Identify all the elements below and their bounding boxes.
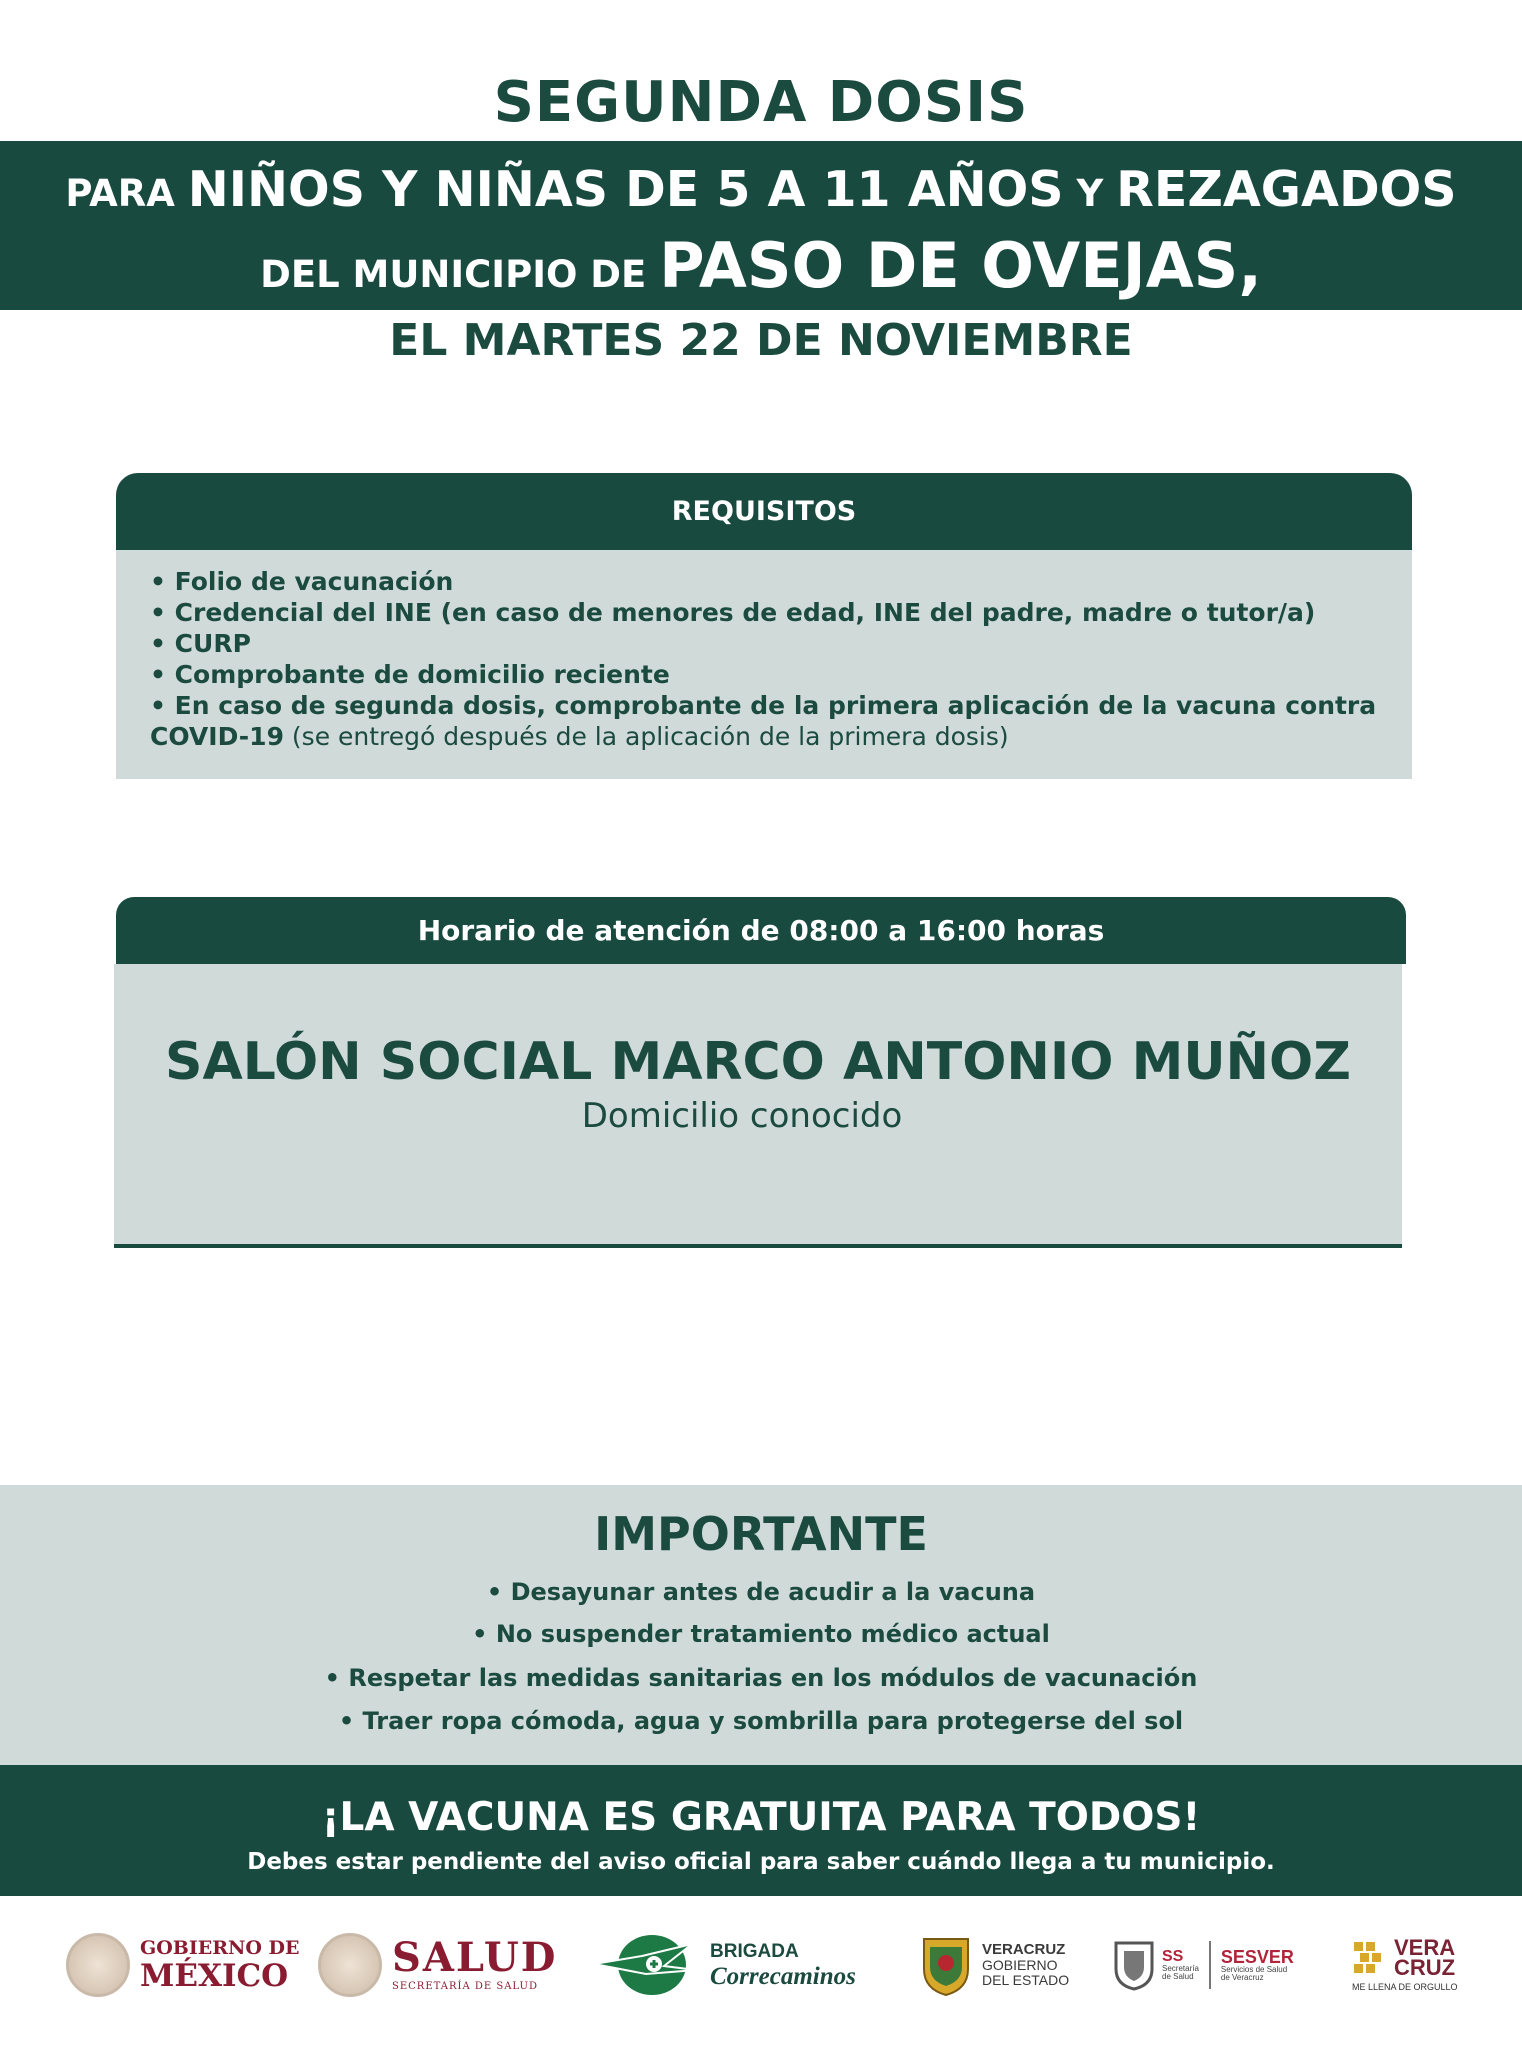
audience-line [0, 161, 1522, 218]
mexico-seal-icon [66, 1933, 130, 1997]
requirements-heading: REQUISITOS [116, 473, 1412, 550]
important-panel [0, 1485, 1522, 1765]
requirements-panel [116, 473, 1412, 779]
free-vaccine-band [0, 1765, 1522, 1896]
important-item: • Traer ropa cómoda, agua y sombrilla para protegerse del sol [338, 1707, 1184, 1735]
requirements-body [116, 550, 1412, 779]
important-title: IMPORTANTE [594, 1507, 928, 1561]
municipality-line [0, 229, 1522, 302]
logo-gobierno-mexico [66, 1925, 300, 2005]
del-estado-label: DEL ESTADO [982, 1971, 1070, 1988]
logo-veracruz-gobierno [920, 1925, 1069, 2005]
schedule-heading: Horario de atención de 08:00 a 16:00 horas [116, 897, 1406, 964]
ss-salud-label: de Salud [1162, 1972, 1194, 1981]
venue-name: SALÓN SOCIAL MARCO ANTONIO MUÑOZ [165, 1032, 1351, 1092]
municipality-prefix: DEL MUNICIPIO DE [260, 253, 660, 296]
veracruz-label: VERACRUZ [982, 1941, 1066, 1959]
requirement-item: • Folio de vacunación [150, 567, 454, 596]
important-item: • No suspender tratamiento médico actual [472, 1620, 1050, 1648]
gobierno-label: GOBIERNO DE [140, 1936, 300, 1959]
vera-label: VERA [1394, 1935, 1456, 1961]
correcaminos-label: Correcaminos [710, 1962, 856, 1990]
schedule-panel [114, 897, 1406, 1250]
sesver-veracruz-label: de Veracruz [1220, 1973, 1264, 1982]
salud-label: SALUD [392, 1934, 558, 1981]
roadrunner-icon [592, 1930, 702, 2000]
logo-veracruz-orgullo [1352, 1925, 1474, 2005]
header-band [0, 141, 1522, 310]
cruz-label: CRUZ [1394, 1955, 1456, 1980]
covid-label: COVID-19 [150, 722, 284, 751]
veracruz-shield-icon [920, 1933, 972, 1997]
important-item: • Desayunar antes de acudir a la vacuna [486, 1578, 1036, 1606]
venue-address: Domicilio conocido [581, 1096, 903, 1136]
veracruz-pattern-icon [1352, 1938, 1390, 1978]
logo-divider [1209, 1941, 1211, 1989]
gobierno-estado-label: GOBIERNO [982, 1957, 1058, 1974]
event-date: EL MARTES 22 DE NOVIEMBRE [389, 315, 1133, 366]
logo-salud [318, 1925, 557, 2005]
ss-shield-icon [1112, 1939, 1156, 1991]
mexico-seal-icon [318, 1933, 382, 1997]
logo-brigada-correcaminos [592, 1925, 856, 2005]
sesver-label: SESVER [1220, 1947, 1294, 1967]
requirement-item-continuation [150, 721, 1376, 752]
ss-secretaria-label: Secretaría [1162, 1964, 1199, 1973]
orgullo-label: ME LLENA DE ORGULLO [1352, 1982, 1458, 1992]
audience-children: NIÑOS Y NIÑAS DE 5 A 11 AÑOS [187, 161, 1064, 218]
important-item: • Respetar las medidas sanitarias en los módulos de vacunación [324, 1664, 1198, 1692]
logo-ss-sesver [1112, 1925, 1294, 2005]
free-vaccine-subtitle: Debes estar pendiente del aviso oficial para saber cuándo llega a tu municipio. [247, 1849, 1275, 1875]
requirement-item: • Comprobante de domicilio reciente [150, 660, 670, 689]
brigada-label: BRIGADA [710, 1940, 799, 1962]
requirement-item: • CURP [150, 629, 251, 658]
secretaria-label: SECRETARÍA DE SALUD [392, 1981, 538, 1992]
covid-note: (se entregó después de la aplicación de la primera dosis) [283, 722, 1009, 751]
free-vaccine-title: ¡LA VACUNA ES GRATUITA PARA TODOS! [321, 1795, 1201, 1840]
requirement-item: • Credencial del INE (en caso de menores de edad, INE del padre, madre o tutor/a) [150, 598, 1316, 627]
requirements-list [150, 566, 1376, 752]
audience-conjunction: Y [1063, 172, 1117, 215]
sesver-services-label: Servicios de Salud [1220, 1965, 1288, 1974]
poster-title: SEGUNDA DOSIS [493, 70, 1029, 135]
schedule-body [114, 964, 1402, 1248]
mexico-label: MÉXICO [140, 1957, 289, 1994]
municipality-name: PASO DE OVEJAS, [659, 229, 1262, 302]
audience-prefix: PARA [65, 172, 188, 215]
audience-rezagados: REZAGADOS [1116, 161, 1457, 218]
ss-label: SS [1162, 1948, 1184, 1965]
requirement-item: • En caso de segunda dosis, comprobante de la primera aplicación de la vacuna contra [150, 691, 1377, 720]
